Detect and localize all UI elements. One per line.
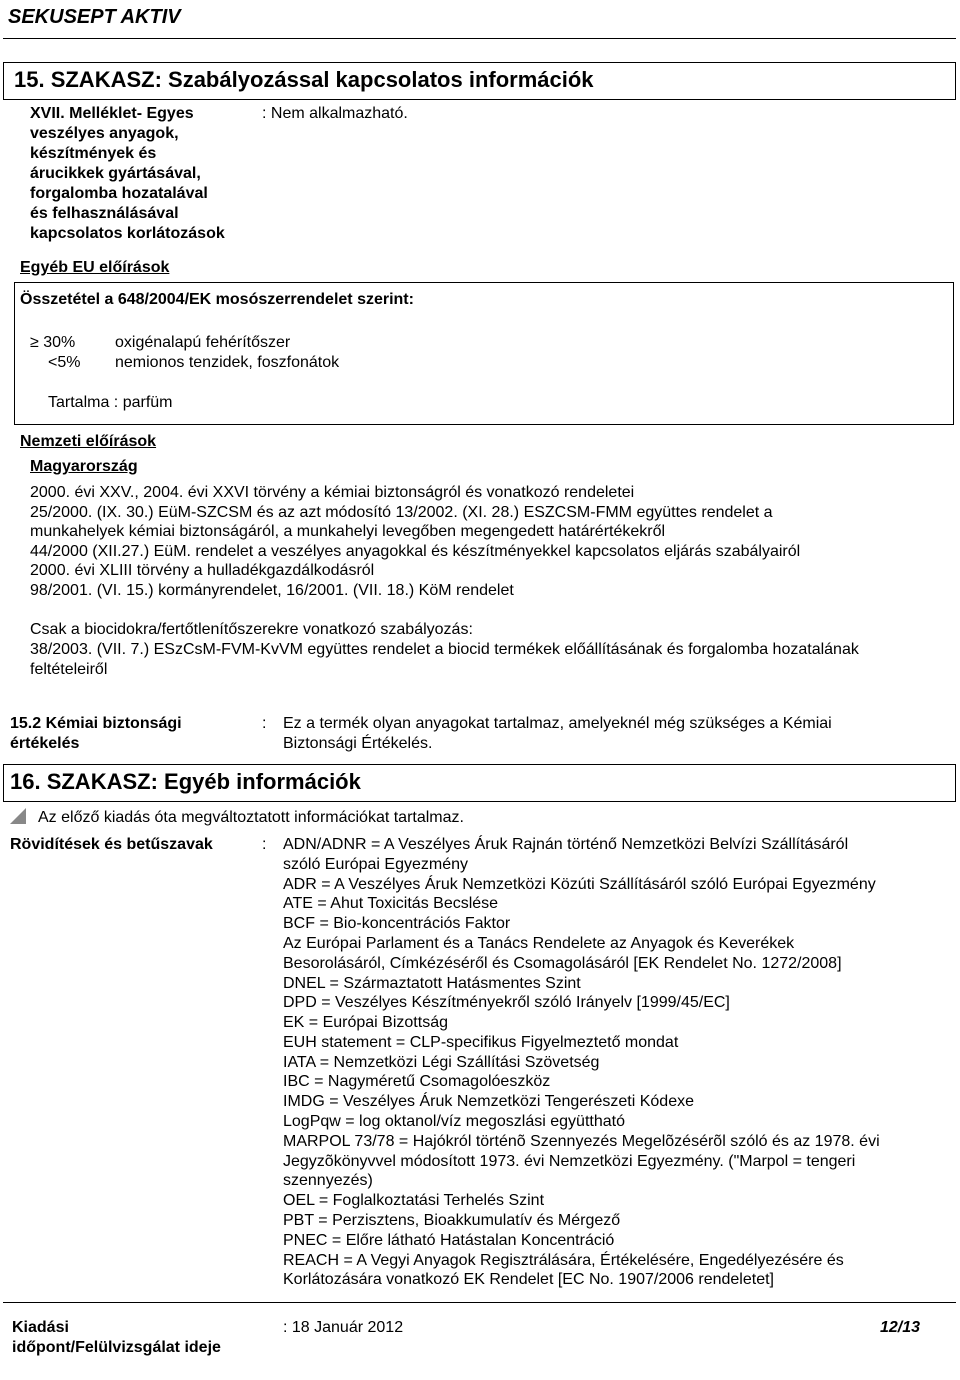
- abbr-line: LogPqw = log oktanol/víz megoszlási együttható: [283, 1113, 625, 1130]
- header-divider: [3, 38, 956, 39]
- contains-perfume: Tartalma : parfüm: [48, 394, 173, 411]
- national-regulations-heading: Nemzeti előírások: [20, 433, 157, 450]
- other-eu-heading: Egyéb EU előírások: [20, 259, 170, 276]
- abbr-line: ADN/ADNR = A Veszélyes Áruk Rajnán történő Nemzetközi Belvízi Szállításáról: [283, 836, 849, 853]
- national-line-4: 44/2000 (XII.27.) EüM. rendelet a veszélyes anyagokkal és készítményekkel kapcsolatos eljárás szabályairól: [30, 543, 801, 560]
- abbr-line: PBT = Perzisztens, Bioakkumulatív és Mérgező: [283, 1212, 621, 1229]
- abbr-line: IMDG = Veszélyes Áruk Nemzetközi Tengerészeti Kódexe: [283, 1093, 694, 1110]
- abbr-line: Jegyzõkönyvvel módosított 1973. évi Nemzetközi Egyezmény. ("Marpol = tengeri: [283, 1153, 856, 1170]
- abbr-line: szóló Európai Egyezmény: [283, 856, 468, 873]
- composition-desc-2: nemionos tenzidek, foszfonátok: [115, 354, 340, 371]
- changed-info-note: Az előző kiadás óta megváltoztatott információkat tartalmaz.: [38, 809, 464, 826]
- footer-divider: [3, 1302, 956, 1303]
- national-line-5: 2000. évi XLIII törvény a hulladékgazdálkodásról: [30, 562, 375, 579]
- composition-desc-1: oxigénalapú fehérítőszer: [115, 334, 291, 351]
- biocide-line-1: Csak a biocidokra/fertőtlenítőszerekre vonatkozó szabályozás:: [30, 621, 473, 638]
- abbr-line: OEL = Foglalkoztatási Terhelés Szint: [283, 1192, 545, 1209]
- composition-pct-1: ≥ 30%: [30, 334, 76, 351]
- national-line-6: 98/2001. (VI. 15.) kormányrendelet, 16/2001. (VII. 18.) KöM rendelet: [30, 582, 514, 599]
- national-line-2: 25/2000. (IX. 30.) EüM-SZCSM és az azt módosító 13/2002. (XI. 28.) ESZCSM-FMM együttes rendelet a: [30, 504, 773, 521]
- national-line-3: munkahelyek kémiai biztonságáról, a munkahelyi levegőben megengedett határértékekről: [30, 523, 666, 540]
- composition-pct-2: <5%: [48, 354, 81, 371]
- chemical-safety-assessment-label: 15.2 Kémiai biztonsági értékelés: [10, 715, 182, 752]
- abbr-line: MARPOL 73/78 = Hajókról történõ Szennyezés Megelõzésérõl szóló és az 1978. évi: [283, 1133, 880, 1150]
- national-line-1: 2000. évi XXV., 2004. évi XXVI törvény a kémiai biztonságról és vonatkozó rendeletei: [30, 484, 635, 501]
- composition-title: Összetétel a 648/2004/EK mosószerrendelet szerint:: [20, 291, 414, 308]
- footer-date-value: : 18 Január 2012: [283, 1319, 404, 1336]
- abbr-line: EUH statement = CLP-specifikus Figyelmeztető mondat: [283, 1034, 679, 1051]
- abbr-line: BCF = Bio-koncentrációs Faktor: [283, 915, 511, 932]
- abbreviations-colon: :: [262, 836, 267, 853]
- annex-xvii-label: XVII. Melléklet- Egyes veszélyes anyagok, készítmények és árucikkek gyártásával, forgalomba hozatalával és felhasználásával kapcsolatos korlátozások: [30, 105, 225, 242]
- document-header-title: SEKUSEPT AKTIV: [8, 6, 181, 28]
- abbr-line: Az Európai Parlament és a Tanács Rendelete az Anyagok és Keverékek: [283, 935, 795, 952]
- abbr-line: IATA = Nemzetközi Légi Szállítási Szövetség: [283, 1054, 600, 1071]
- footer-page-number: 12/13: [880, 1319, 921, 1336]
- annex-xvii-value: : Nem alkalmazható.: [262, 105, 408, 122]
- abbr-line: Besorolásáról, Címkézéséről és Csomagolásáról [EK Rendelet No. 1272/2008]: [283, 955, 842, 972]
- biocide-line-3: feltételeiről: [30, 661, 108, 678]
- abbr-line: Korlátozására vonatkozó EK Rendelet [EC No. 1907/2006 rendeletet]: [283, 1271, 774, 1288]
- abbreviations-label: Rövidítések és betűszavak: [10, 836, 213, 853]
- abbr-line: DPD = Veszélyes Készítményekről szóló Irányelv [1999/45/EC]: [283, 994, 730, 1011]
- abbr-line: IBC = Nagyméretű Csomagolóeszköz: [283, 1073, 551, 1090]
- abbr-line: ADR = A Veszélyes Áruk Nemzetközi Közúti Szállításáról szóló Európai Egyezmény: [283, 876, 876, 893]
- abbr-line: REACH = A Vegyi Anyagok Regisztrálására, Értékelésére, Engedélyezésére és: [283, 1252, 844, 1269]
- abbr-line: ATE = Ahut Toxicitás Becslése: [283, 895, 499, 912]
- abbr-line: EK = Európai Bizottság: [283, 1014, 448, 1031]
- csa-colon: :: [262, 715, 267, 732]
- country-heading: Magyarország: [30, 458, 138, 475]
- section-15-title: 15. SZAKASZ: Szabályozással kapcsolatos információk: [14, 67, 594, 92]
- abbr-line: DNEL = Származtatott Hatásmentes Szint: [283, 975, 581, 992]
- footer-date-label: Kiadási időpont/Felülvizsgálat ideje: [12, 1319, 221, 1356]
- abbr-line: szennyezés): [283, 1172, 373, 1189]
- section-16-title: 16. SZAKASZ: Egyéb információk: [10, 769, 361, 794]
- abbr-line: PNEC = Előre látható Hatástalan Koncentráció: [283, 1232, 615, 1249]
- biocide-line-2: 38/2003. (VII. 7.) ESzCsM-FVM-KvVM együttes rendelet a biocid termékek előállításának és forgalomba hozatalának: [30, 641, 859, 658]
- changed-marker-icon: [10, 808, 26, 824]
- chemical-safety-assessment-value: Ez a termék olyan anyagokat tartalmaz, amelyeknél még szükséges a Kémiai Biztonsági Értékelés.: [283, 715, 832, 752]
